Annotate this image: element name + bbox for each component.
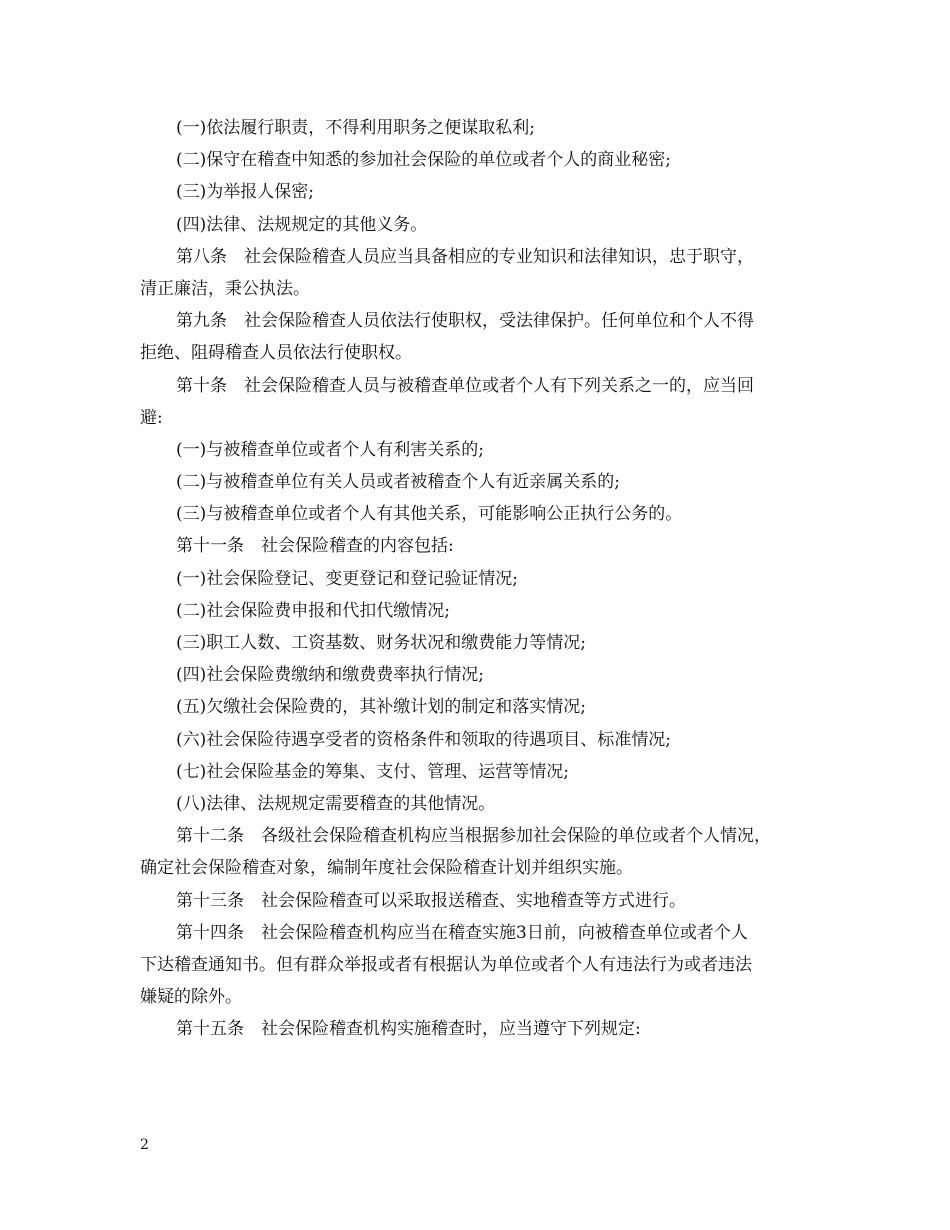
text-line: 第十四条 社会保险稽查机构应当在稽查实施3日前，向被稽查单位或者个人 bbox=[176, 922, 748, 943]
text-line: 下达稽查通知书。但有群众举报或者有根据认为单位或者个人有违法行为或者违法 bbox=[140, 954, 752, 975]
text-line: (三)为举报人保密; bbox=[176, 182, 314, 203]
text-line: (四)社会保险费缴纳和缴费费率执行情况; bbox=[176, 665, 484, 686]
text-line: (五)欠缴社会保险费的，其补缴计划的制定和落实情况; bbox=[176, 697, 586, 718]
text-line: 嫌疑的除外。 bbox=[140, 987, 242, 1008]
text-line: 确定社会保险稽查对象，编制年度社会保险稽查计划并组织实施。 bbox=[140, 858, 633, 879]
text-line: 第九条 社会保险稽查人员依法行使职权，受法律保护。任何单位和个人不得 bbox=[176, 311, 754, 332]
text-line: (一)与被稽查单位或者个人有利害关系的; bbox=[176, 439, 484, 460]
text-line: (八)法律、法规规定需要稽查的其他情况。 bbox=[176, 793, 496, 814]
text-line: 清正廉洁，秉公执法。 bbox=[140, 278, 310, 299]
text-line: 第十一条 社会保险稽查的内容包括: bbox=[176, 536, 454, 557]
text-line: 避: bbox=[140, 407, 163, 428]
text-line: (三)与被稽查单位或者个人有其他关系，可能影响公正执行公务的。 bbox=[176, 504, 683, 525]
text-line: (一)社会保险登记、变更登记和登记验证情况; bbox=[176, 568, 518, 589]
text-line: (六)社会保险待遇享受者的资格条件和领取的待遇项目、标准情况; bbox=[176, 729, 671, 750]
text-line: 第十三条 社会保险稽查可以采取报送稽查、实地稽查等方式进行。 bbox=[176, 890, 686, 911]
text-line: (一)依法履行职责，不得利用职务之便谋取私利; bbox=[176, 118, 535, 138]
text-line: 第十二条 各级社会保险稽查机构应当根据参加社会保险的单位或者个人情况， bbox=[176, 826, 771, 847]
text-line: 第八条 社会保险稽查人员应当具备相应的专业知识和法律知识，忠于职守， bbox=[176, 246, 754, 267]
text-line: (二)社会保险费申报和代扣代缴情况; bbox=[176, 600, 450, 621]
text-line: (二)保守在稽查中知悉的参加社会保险的单位或者个人的商业秘密; bbox=[176, 150, 671, 171]
text-line: 拒绝、阻碍稽查人员依法行使职权。 bbox=[140, 343, 412, 364]
page-number: 2 bbox=[140, 1137, 149, 1153]
text-line: (二)与被稽查单位有关人员或者被稽查个人有近亲属关系的; bbox=[176, 472, 620, 493]
text-line: (七)社会保险基金的筹集、支付、管理、运营等情况; bbox=[176, 761, 569, 782]
text-line: 第十条 社会保险稽查人员与被稽查单位或者个人有下列关系之一的，应当回 bbox=[176, 375, 754, 396]
document-body bbox=[140, 112, 840, 1045]
text-line: (四)法律、法规规定的其他义务。 bbox=[176, 214, 428, 235]
text-line: 第十五条 社会保险稽查机构实施稽查时，应当遵守下列规定: bbox=[176, 1019, 641, 1040]
text-line: (三)职工人数、工资基数、财务状况和缴费能力等情况; bbox=[176, 633, 586, 653]
